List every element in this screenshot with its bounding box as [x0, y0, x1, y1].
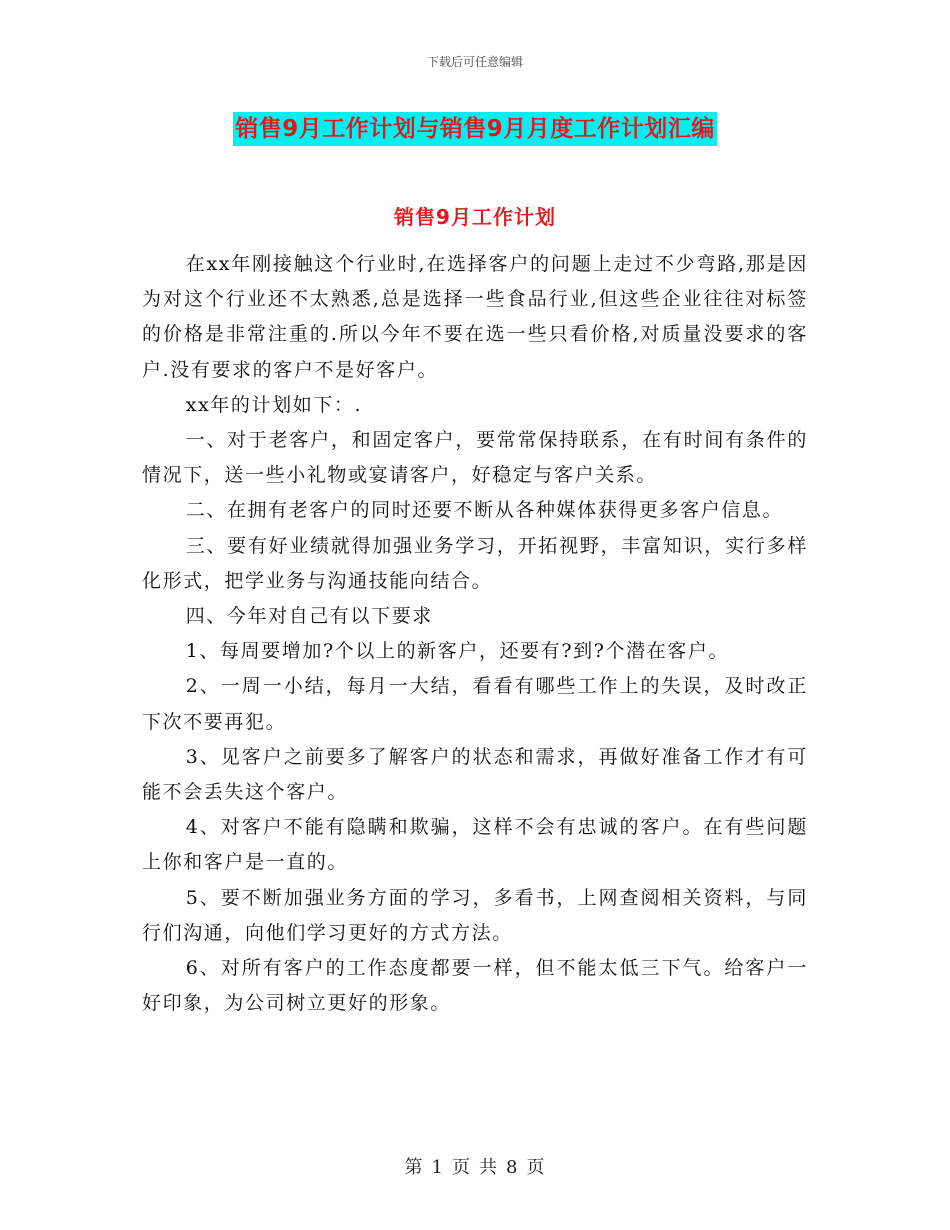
section-title: 销售9月工作计划 [394, 205, 556, 229]
document-title-wrap [0, 112, 950, 146]
paragraph: 三、要有好业绩就得加强业务学习，开拓视野，丰富知识，实行多样化形式，把学业务与沟通技能向结合。 [142, 534, 808, 592]
page-footer [0, 1153, 950, 1179]
paragraph: 4、对客户不能有隐瞒和欺骗，这样不会有忠诚的客户。在有些问题上你和客户是一直的。 [142, 816, 808, 874]
paragraph: 一、对于老客户，和固定客户，要常常保持联系，在有时间有条件的情况下，送一些小礼物或宴请客户，好稳定与客户关系。 [142, 429, 808, 487]
document-title: 销售9月工作计划与销售9月月度工作计划汇编 [233, 112, 717, 146]
paragraph: 6、对所有客户的工作态度都要一样，但不能太低三下气。给客户一好印象，为公司树立更好的形象。 [142, 957, 808, 1015]
paragraph: xx年的计划如下：. [185, 393, 363, 416]
paragraph: 四、今年对自己有以下要求 [185, 605, 433, 628]
paragraph: 二、在拥有老客户的同时还要不断从各种媒体获得更多客户信息。 [185, 499, 784, 522]
footer-label-page: 第 [404, 1157, 424, 1178]
paragraph: 3、见客户之前要多了解客户的状态和需求，再做好准备工作才有可能不会丢失这个客户。 [142, 745, 808, 804]
document-body [142, 247, 808, 1021]
footer-label-page-unit: 页 [452, 1157, 471, 1178]
footer-label-total: 共 [479, 1157, 498, 1178]
paragraph: 5、要不断加强业务方面的学习，多看书，上网查阅相关资料，与同行们沟通，向他们学习更好的方式方法。 [142, 886, 808, 944]
footer-current-page: 1 [431, 1157, 444, 1178]
header-note: 下载后可任意编辑 [426, 55, 523, 69]
paragraph: 1、每周要增加?个以上的新客户，还要有?到?个潜在客户。 [185, 640, 730, 663]
footer-label-total-unit: 页 [526, 1157, 546, 1178]
footer-total-pages: 8 [506, 1157, 519, 1178]
paragraph: 2、一周一小结，每月一大结，看看有哪些工作上的失误，及时改正下次不要再犯。 [142, 675, 808, 733]
paragraph: 在xx年刚接触这个行业时,在选择客户的问题上走过不少弯路,那是因为对这个行业还不太熟悉,总是选择一些食品行业,但这些企业往往对标签的价格是非常注重的.所以今年不要在选一些只看价格,对质量没要求的客户.没有要求的客户不是好客户。 [142, 253, 808, 381]
